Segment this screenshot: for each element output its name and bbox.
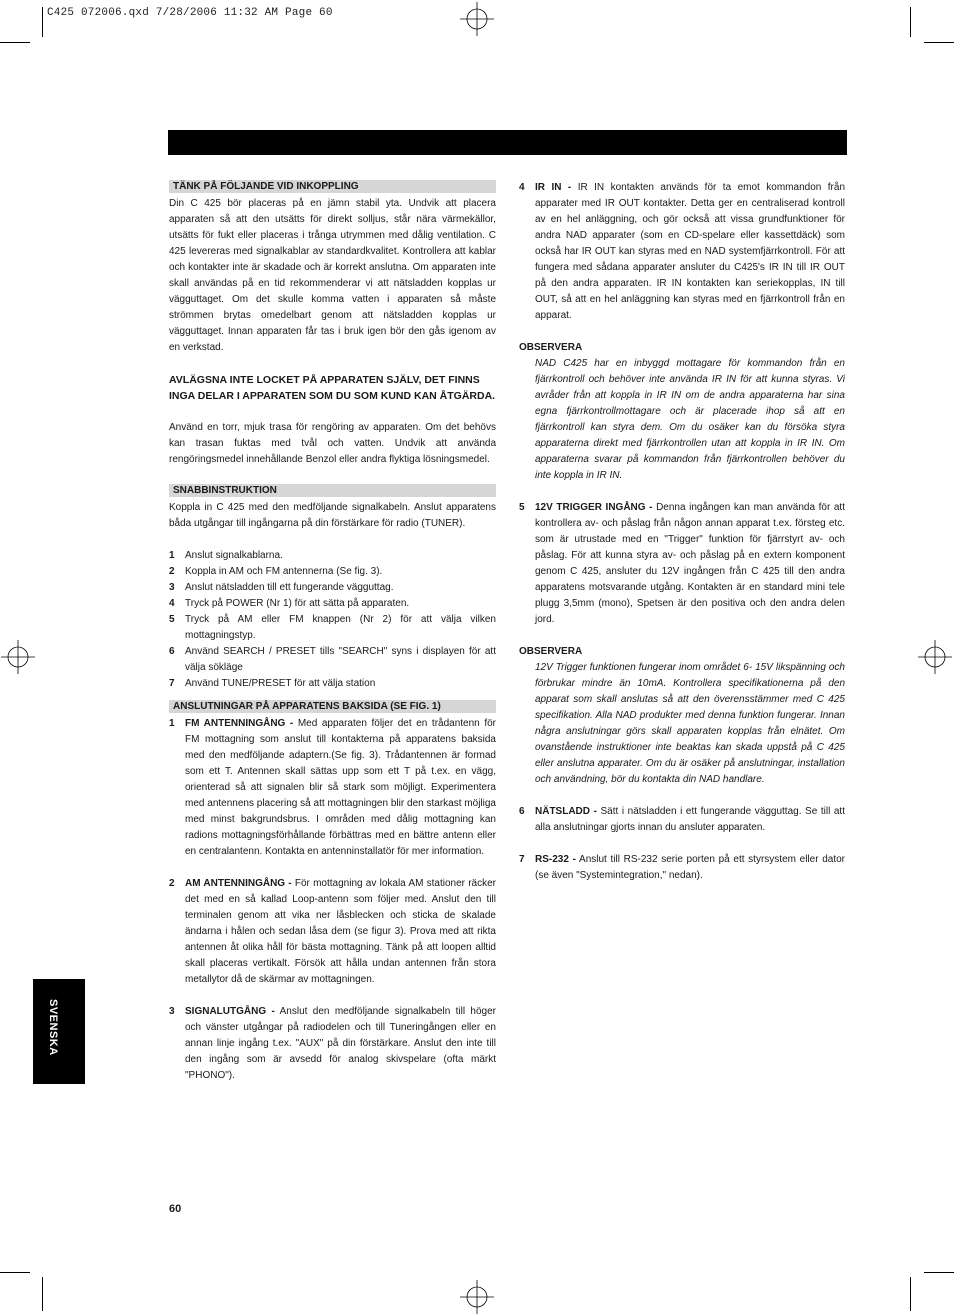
note-ir: NAD C425 har en inbyggd mottagare för kommandon från en fjärrkontroll och behöver inte använda IR IN för att kunna styras. Vi avråder från att koppla in IR IN om de andra apparaterna har sina egna fjärrkontrollmottagare och är placerade ihop så att en fjärrkontroll kan styra dem. Om du osäker kan du försöka styra apparaterna direkt med fjärrkontrollen utan att koppla in IR IN. Om apparaterna svarar på kommandon från fjärrkontrollen behöver du inte koppla in IR IN. <box>535 358 845 481</box>
registration-mark-icon <box>460 1280 494 1314</box>
list-item: 3 Anslut nätsladden till ett fungerande vägguttag. <box>169 582 394 593</box>
file-slug: C425 072006.qxd 7/28/2006 11:32 AM Page 60 <box>47 7 333 19</box>
language-tab-label: SVENSKA <box>47 999 59 1056</box>
note-trigger: 12V Trigger funktionen fungerar inom området 6- 15V likspänning och förbrukar mindre än 10mA. Kontrollera specifikationerna på den apparat som skall anslutas så att den överensstämmer med C 425 specifikation. Alla NAD produkter med denna funktion fungerar. Innan några anslutningar görs skall apparaten kopplas från elnätet. Om ovanstående instruktioner inte beaktas kan skada uppstå på C 425 eller anslutna apparater. Om du är osäker på anslutningar, installation och användning, bör du kontakta din NAD handlare. <box>535 662 845 785</box>
section-heading-connections: ANSLUTNINGAR PÅ APPARATENS BAKSIDA (SE FIG. 1) <box>169 700 496 713</box>
note-label: OBSERVERA <box>519 646 583 657</box>
connection-signal-output: 3 SIGNALUTGÅNG - Anslut den medföljande signalkabeln till höger och vänster utgångar på radiodelen och till Tuneringången eller en annan linje ingång t.ex. "AUX" på din förstärkare. Anslut den inte till den ingång som är avsedd för analog skivspelare (ofta märkt "PHONO"). <box>169 1006 497 1081</box>
connection-ir-in: 4 IR IN - IR IN kontakten används för ta emot kommandon från apparater med IR OUT kontakter. Detta ger en centraliserad kontroll av en hel anläggning, och gör också att vissa grundfunktioner för andra NAD apparater (som en CD-spelare eller kassettdäck) som också har IR OUT kan styras med en NAD systemfjärrkontroll. För att fungera med sådana apparater ansluter du C425's IR IN till IR OUT på den andra apparaten. IR IN kontakten kan seriekopplas, IN till OUT, så att en hel anläggning kan styras med en fjärrkontroll från en apparat. <box>519 182 846 321</box>
cleaning-paragraph: Använd en torr, mjuk trasa för rengöring av apparaten. Om det behövs kan trasan fuktas med tvål och vatten. Undvik att använda rengöringsmedel innehållande Benzol eller andra flyktiga lösningsmedel. <box>169 422 496 465</box>
crop-mark <box>42 7 43 37</box>
crop-mark <box>0 1272 30 1273</box>
crop-mark <box>924 42 954 43</box>
left-column <box>169 180 496 1084</box>
connection-am-antenna: 2 AM ANTENNINGÅNG - För mottagning av lokala AM stationer räcker det med en så kallad Loop-antenn som följer med. Anslut den till terminalen genom att vika ner låsblecken och sticka de skalade ändarna i hålen och sedan låsa dem (se figur 3). Prova med att rikta antennen åt olika håll för bästa mottagning. Tänk på att loopen alltid skall placeras vertikalt. Försök att hålla undan antennen från stora metallytor då de skärmar av mottagningen. <box>169 878 497 985</box>
list-item: 1 Anslut signalkablarna. <box>169 550 283 561</box>
list-item: 4 Tryck på POWER (Nr 1) för att sätta på apparaten. <box>169 598 410 609</box>
page-number: 60 <box>169 1203 182 1215</box>
right-column <box>519 180 845 884</box>
language-tab <box>33 979 85 1084</box>
setup-paragraph: Din C 425 bör placeras på en jämn stabil yta. Undvik att placera apparaten så att den utsätts för direkt solljus, står nära värmekällor, utsätts för fukt eller placeras i trånga utrymmen med dålig ventilation. C 425 levereras med signalkablar av standardkvalitet. Kontrollera att kablar och kontakter inte är skadade och är korrekt anslutna. Om apparaten inte skall användas på en tid rekommenderar vi att nätsladden kopplas ur vägguttaget. Om det skulle komma vatten i apparaten så måste strömmen brytas omedelbart genom att nätsladden kopplas ur vägguttaget. Innan apparaten får tas i bruk igen bör den gås igenom av en verkstad. <box>169 198 496 353</box>
section-heading-setup: TÄNK PÅ FÖLJANDE VID INKOPPLING <box>169 180 496 193</box>
list-item: 6 Använd SEARCH / PRESET tills "SEARCH" syns i displayen för att välja sökläge <box>169 646 496 673</box>
crop-mark <box>0 42 30 43</box>
registration-mark-icon <box>460 2 494 36</box>
registration-mark-icon <box>1 640 35 674</box>
quickstart-paragraph: Koppla in C 425 med den medföljande signalkabeln. Anslut apparatens båda utgångar till ingångarna på din förstärkare för radio (TUNER). <box>169 502 496 529</box>
crop-mark <box>910 7 911 37</box>
crop-mark <box>924 1272 954 1273</box>
crop-mark <box>910 1277 911 1311</box>
connection-power-cord: 6 NÄTSLADD - Sätt i nätsladden i ett fungerande vägguttag. Se till att alla anslutningar gjorts innan du ansluter apparaten. <box>519 806 845 833</box>
registration-mark-icon <box>918 640 952 674</box>
warning-text: AVLÄGSNA INTE LOCKET PÅ APPARATEN SJÄLV, DET FINNS INGA DELAR I APPARATEN SOM DU SOM KUND KAN ÅTGÄRDA. <box>169 374 496 402</box>
list-item: 7 Använd TUNE/PRESET för att välja station <box>169 678 376 689</box>
connection-rs232: 7 RS-232 - Anslut till RS-232 serie porten på ett styrsystem eller dator (se även "Systemintegration," nedan). <box>519 854 845 881</box>
connection-fm-antenna: 1 FM ANTENNINGÅNG - Med apparaten följer det en trådantenn för FM mottagning som anslut till kontakterna på apparatens baksida med den medföljande adaptern.(Se fig. 3). Trådantennen är formad som ett T. Antennen skall sättas upp som ett T på t.ex. en vägg, orienterad så att signalen blir så stark som möjligt. Experimentera med antennens placering så att mottagningen blir den starkast möjliga med minst bakgrundsbrus. I områden med dålig mottagning kan radions mottagningsförhållande förbättras med en bättre antenn eller en centralantenn. Kontakta en antenninstallatör för mer information. <box>169 718 496 857</box>
list-item: 5 Tryck på AM eller FM knappen (Nr 2) för att välja vilken mottagningstyp. <box>169 614 496 641</box>
section-heading-quickstart: SNABBINSTRUKTION <box>169 484 496 497</box>
list-item: 2 Koppla in AM och FM antennerna (Se fig. 3). <box>169 566 383 577</box>
quickstart-steps <box>169 548 496 692</box>
crop-mark <box>42 1277 43 1311</box>
connection-12v-trigger: 5 12V TRIGGER INGÅNG - Denna ingången kan man använda för att kontrollera av- och påslag från någon annan apparat t.ex. försteg etc. som är utrustade med en "Trigger" funktion för fjärrstyrt av- och påslag. För att kunna styra av- och påslag på en extern komponent genom C 425, ansluter du 12V ingången från C 425 till den andra apparatens motsvarande utgång. Kontakten är en standard mini tele plugg 3,5mm (mono), Spetsen är den positiva och den andra delen jord. <box>519 502 845 625</box>
header-bar <box>168 130 847 155</box>
note-label: OBSERVERA <box>519 342 583 353</box>
